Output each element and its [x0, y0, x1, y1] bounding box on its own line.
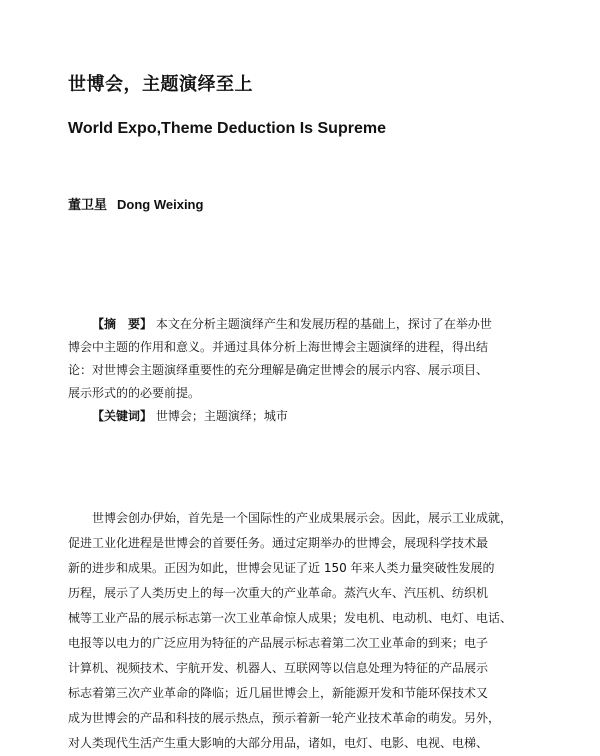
keywords-text: 世博会；主题演绎；城市	[155, 409, 288, 423]
author-line	[68, 194, 203, 213]
abstract-line: 博会中主题的作用和意义。并通过具体分析上海世博会主题演绎的进程，得出结	[68, 340, 489, 354]
article-title-english: World Expo,Theme Deduction Is Supreme	[68, 120, 386, 137]
body-line: 成为世博会的产品和科技的展示热点，预示着新一轮产业技术革命的萌发。另外，	[68, 711, 501, 725]
author-name-chinese: 董卫星	[68, 198, 108, 213]
abstract-line: 论：对世博会主题演绎重要性的充分理解是确定世博会的展示内容、展示项目、	[68, 363, 489, 377]
article-title-chinese: 世博会，主题演绎至上	[68, 74, 253, 95]
body-line: 标志着第三次产业革命的降临；近几届世博会上，新能源开发和节能环保技术又	[68, 686, 489, 700]
body-line: 械等工业产品的展示标志第一次工业革命惊人成果；发电机、电动机、电灯、电话、	[68, 611, 513, 625]
body-paragraph	[68, 506, 544, 756]
author-name-english: Dong Weixing	[117, 197, 204, 212]
body-line: 促进工业化进程是世博会的首要任务。通过定期举办的世博会，展现科学技术最	[68, 536, 489, 550]
abstract-line	[68, 313, 544, 336]
body-line: 新的进步和成果。正因为如此，世博会见证了近 150 年来人类力量突破性发展的	[68, 561, 495, 575]
body-line: 电报等以电力的广泛应用为特征的产品展示标志着第二次工业革命的到来；电子	[68, 636, 489, 650]
body-line: 计算机、视频技术、宇航开发、机器人、互联网等以信息处理为特征的产品展示	[68, 661, 489, 675]
body-line: 对人类现代生活产生重大影响的大部分用品，诸如，电灯、电影、电视、电梯、	[68, 736, 489, 750]
abstract-section	[68, 313, 544, 428]
keywords-line	[68, 405, 544, 428]
body-line: 历程，展示了人类历史上的每一次重大的产业革命。蒸汽火车、汽压机、纺织机	[68, 586, 489, 600]
abstract-line: 展示形式的的必要前提。	[68, 386, 201, 400]
abstract-label: 【摘 要】	[92, 317, 153, 331]
keywords-label: 【关键词】	[92, 409, 153, 423]
body-line: 世博会创办伊始，首先是一个国际性的产业成果展示会。因此，展示工业成就，	[92, 511, 513, 525]
abstract-text: 本文在分析主题演绎产生和发展历程的基础上，探讨了在举办世	[155, 317, 492, 331]
